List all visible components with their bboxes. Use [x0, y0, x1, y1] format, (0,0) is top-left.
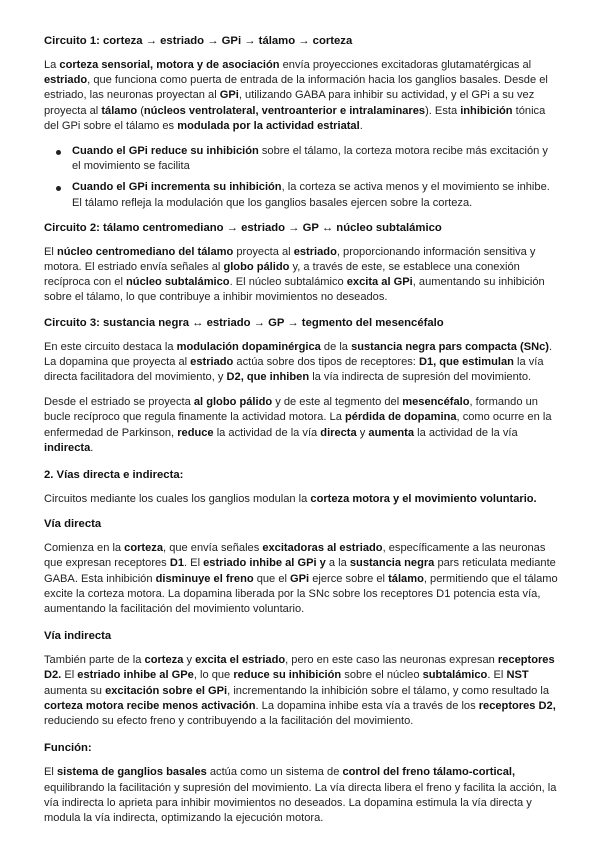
- emphasis: estriado inhibe al GPe: [77, 669, 194, 682]
- emphasis: corteza motora recibe menos activación: [44, 699, 256, 712]
- emphasis: excita el estriado: [195, 654, 286, 667]
- emphasis: NST: [506, 669, 529, 682]
- indirect-pathway-paragraph: También parte de la corteza y excita el estriado, pero en este caso las neuronas expresan receptores D2. El estriado inhibe al GPe, lo que reduce su inhibición sobre el núcleo subtalámico. El NST aumenta su excitación sobre el GPi, incrementando la inhibición sobre el tálamo, y como resultado la corteza motora recibe menos activación. La dopamina inhibe esta vía a través de los receptores D2, reduciendo su efecto freno y contribuyendo a la facilitación del movimiento.: [44, 654, 556, 728]
- emphasis: D2, que inhiben: [226, 371, 310, 384]
- circuit3-heading: Circuito 3: sustancia negra ↔ estriado → GP → tegmento del mesencéfalo: [44, 316, 444, 329]
- emphasis: tálamo: [101, 104, 138, 117]
- emphasis: sistema de ganglios basales: [56, 766, 207, 779]
- emphasis: estriado: [293, 245, 337, 258]
- emphasis: excitadoras al estriado: [262, 542, 383, 555]
- emphasis: reduce su inhibición: [233, 669, 342, 682]
- emphasis: estriado: [44, 74, 88, 87]
- function-heading: Función:: [44, 742, 92, 755]
- circuit1-heading: Circuito 1: corteza → estriado → GPi → tálamo → corteza: [44, 35, 353, 47]
- emphasis: GPi: [290, 572, 310, 585]
- circuit2-heading: Circuito 2: tálamo centromediano → estriado → GP ↔ núcleo subtalámico: [44, 221, 442, 234]
- emphasis: modulada por la actividad estriatal: [177, 119, 360, 132]
- circuit2-paragraph: El núcleo centromediano del tálamo proyecta al estriado, proporcionando información sensitiva y motora. El estriado envía señales al globo pálido y, a través de este, se establece una conexión recíproca con el núcleo subtalámico. El núcleo subtalámico excita al GPi, aumentando su inhibición sobre el tálamo, lo que contribuye a inhibir movimientos no deseados.: [44, 245, 545, 304]
- section2-heading: 2. Vías directa e indirecta:: [44, 469, 184, 482]
- emphasis: mesencéfalo: [402, 396, 470, 409]
- emphasis: núcleos ventrolateral, ventroanterior e intralaminares: [143, 104, 426, 117]
- emphasis: estriado: [190, 355, 234, 368]
- emphasis: reduce: [177, 426, 214, 439]
- emphasis: D1: [169, 557, 184, 570]
- circuit1-paragraph: La corteza sensorial, motora y de asociación envía proyecciones excitadoras glutamatérgicas al estriado, que funciona como puerta de entrada de la información hacia los ganglios basales. Desde el estriado, las neuronas proyectan al GPi, utilizando GABA para inhibir su actividad, y el GPi a su vez proyecta al tálamo (núcleos ventrolateral, ventroanterior e intralaminares). Esta inhibición tónica del GPi sobre el tálamo es modulada por la actividad estriatal.: [44, 59, 548, 132]
- emphasis: disminuye el freno: [155, 572, 254, 585]
- circuit1-bullet-list: [44, 144, 558, 211]
- emphasis: directa: [320, 426, 357, 439]
- emphasis: excita al GPi: [346, 276, 413, 289]
- emphasis: al globo pálido: [193, 396, 273, 409]
- emphasis: corteza: [144, 654, 184, 667]
- emphasis: corteza motora y el movimiento voluntario.: [310, 493, 537, 506]
- emphasis: corteza sensorial, motora y de asociación: [59, 59, 280, 71]
- circuit3-paragraph: En este circuito destaca la modulación dopaminérgica de la sustancia negra pars compacta (SNc). La dopamina que proyecta al estriado actúa sobre dos tipos de receptores: D1, que estimulan la vía directa facilitadora del movimiento, y D2, que inhiben la vía indirecta de supresión del movimiento.: [44, 340, 553, 384]
- emphasis: estriado inhibe al GPi y: [203, 557, 326, 570]
- emphasis: aumenta: [368, 426, 415, 439]
- emphasis: control del freno tálamo-cortical,: [342, 766, 516, 779]
- section2-intro: Circuitos mediante los cuales los ganglios modulan la corteza motora y el movimiento voluntario.: [44, 493, 537, 506]
- emphasis: pérdida de dopamina: [344, 411, 457, 424]
- circuit1-bullet: Cuando el GPi incrementa su inhibición, la corteza se activa menos y el movimiento se inhibe. El tálamo refleja la modulación que los ganglios basales ejercen sobre la corteza.: [72, 180, 558, 210]
- emphasis: receptores D2.: [44, 654, 555, 682]
- emphasis: D1, que estimulan: [418, 355, 514, 368]
- emphasis: inhibición: [460, 104, 513, 117]
- indirect-pathway-heading: Vía indirecta: [44, 630, 112, 643]
- emphasis: núcleo centromediano del tálamo: [56, 245, 234, 258]
- function-paragraph: El sistema de ganglios basales actúa como un sistema de control del freno tálamo-cortical, equilibrando la facilitación y supresión del movimiento. La vía directa libera el freno y facilita la acción, la vía indirecta lo aprieta para inhibir movimientos no deseados. La dopamina estimula la vía directa y modula la vía indirecta, optimizando la ejecución motora.: [44, 766, 557, 824]
- direct-pathway-heading: Vía directa: [44, 518, 102, 531]
- emphasis: subtalámico: [422, 669, 488, 682]
- circuit3-paragraph: Desde el estriado se proyecta al globo pálido y de este al tegmento del mesencéfalo, formando un bucle recíproco que regula finamente la actividad motora. La pérdida de dopamina, como ocurre en la enfermedad de Parkinson, reduce la actividad de la vía directa y aumenta la actividad de la vía indirecta.: [44, 396, 552, 454]
- circuit1-bullet: Cuando el GPi reduce su inhibición sobre el tálamo, la corteza motora recibe más excitación y el movimiento se facilita: [72, 144, 558, 174]
- emphasis: excitación sobre el GPi: [105, 684, 228, 697]
- emphasis: núcleo subtalámico: [126, 276, 230, 289]
- emphasis: sustancia negra pars compacta (SNc): [351, 340, 549, 353]
- emphasis: sustancia negra: [349, 557, 435, 570]
- emphasis: Cuando el GPi reduce su inhibición: [72, 145, 259, 158]
- emphasis: globo pálido: [223, 261, 290, 274]
- emphasis: GPi: [219, 89, 239, 102]
- emphasis: receptores D2,: [478, 699, 556, 712]
- direct-pathway-paragraph: Comienza en la corteza, que envía señales excitadoras al estriado, específicamente a las neuronas que expresan receptores D1. El estriado inhibe al GPi y a la sustancia negra pars reticulata mediante GABA. Esta inhibición disminuye el freno que el GPi ejerce sobre el tálamo, permitiendo que el tálamo excite la corteza motora. La dopamina liberada por la SNc sobre los receptores D1 potencia esta vía, aumentando la facilitación del movimiento voluntario.: [44, 542, 558, 616]
- emphasis: indirecta: [44, 441, 91, 454]
- emphasis: corteza: [124, 542, 164, 555]
- emphasis: modulación dopaminérgica: [176, 340, 321, 353]
- emphasis: tálamo: [388, 572, 424, 585]
- emphasis: Cuando el GPi incrementa su inhibición: [72, 181, 282, 194]
